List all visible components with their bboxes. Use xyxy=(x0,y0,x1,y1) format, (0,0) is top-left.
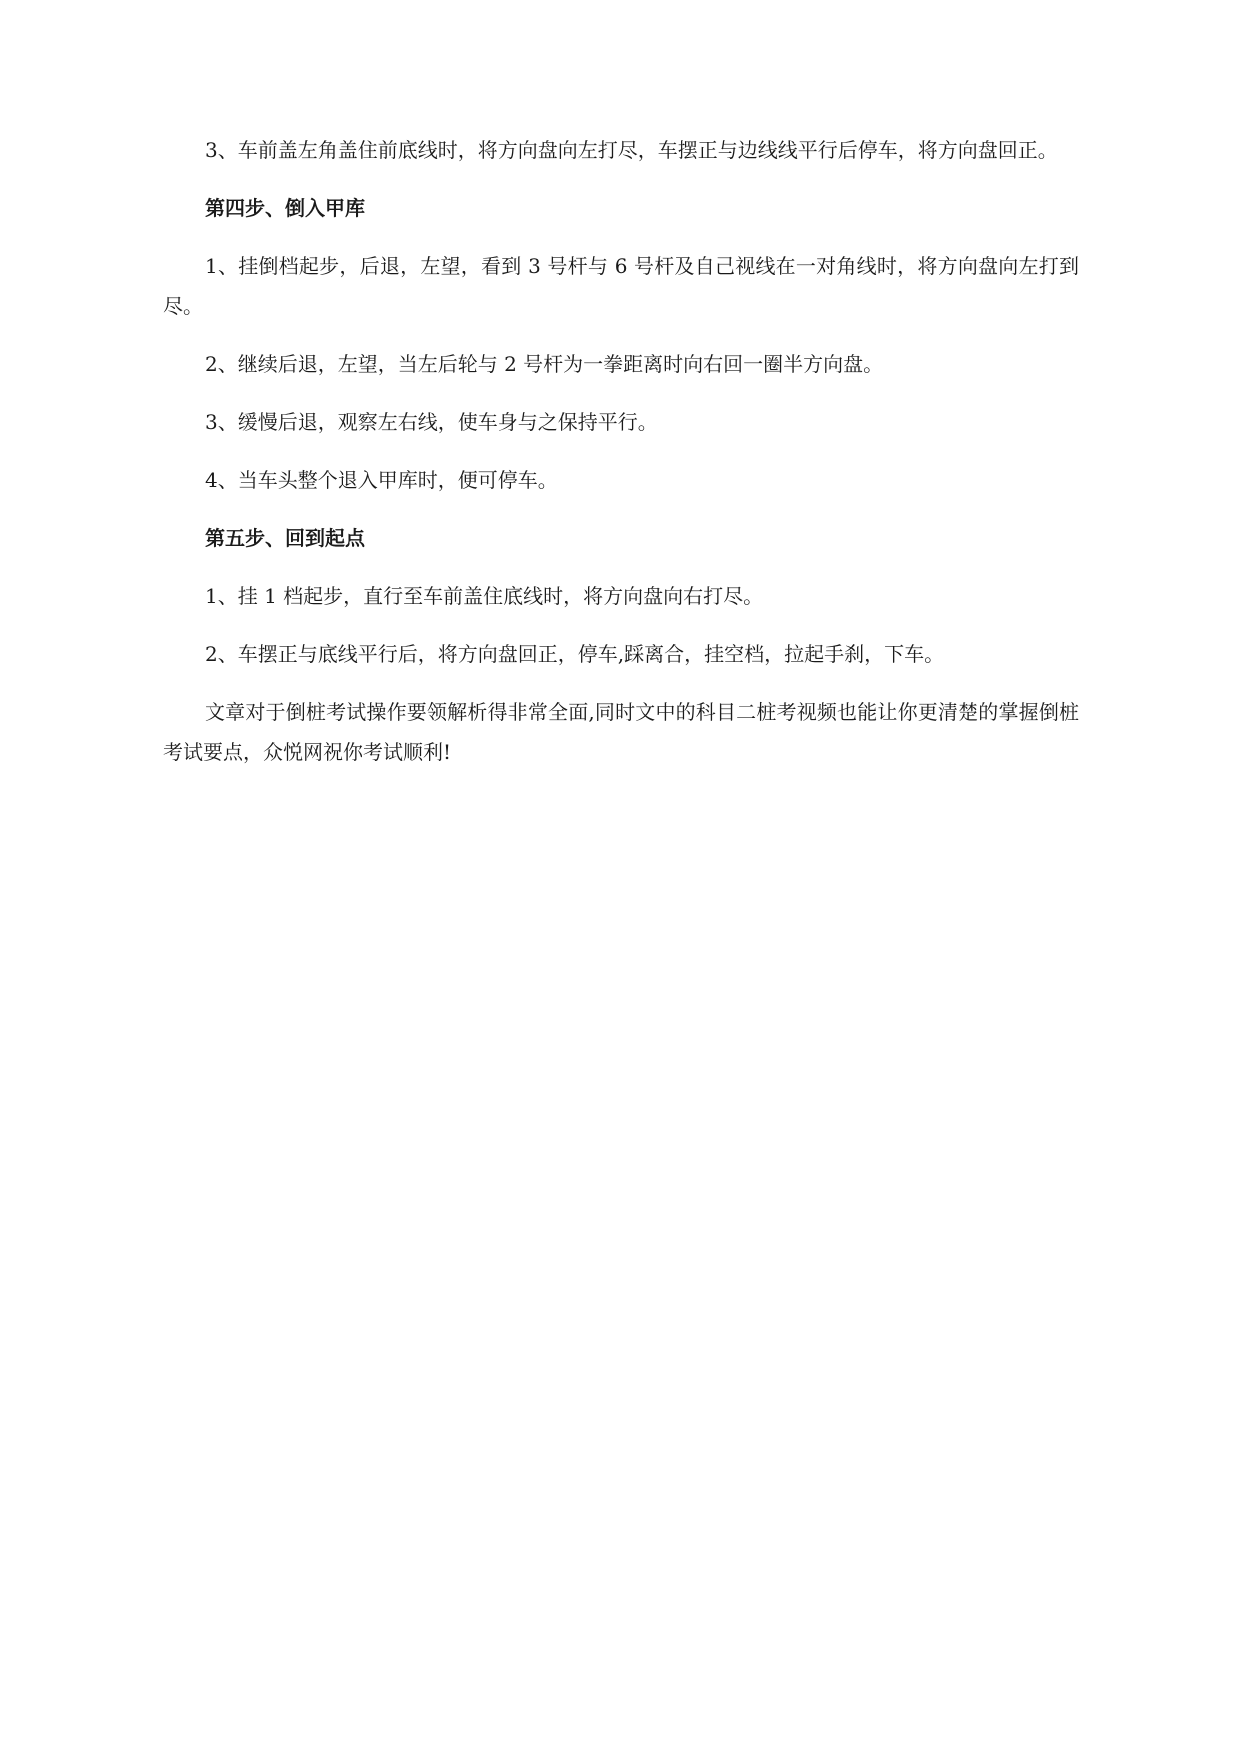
paragraph-step4-item4: 4、当车头整个退入甲库时，便可停车。 xyxy=(205,468,558,492)
section-heading-step5: 第五步、回到起点 xyxy=(205,526,365,550)
document-page xyxy=(163,130,1079,790)
paragraph-step4-item1: 1、挂倒档起步，后退，左望，看到 3 号杆与 6 号杆及自己视线在一对角线时，将方向盘向左打到尽。 xyxy=(163,254,1079,318)
paragraph-step4-item3: 3、缓慢后退，观察左右线，使车身与之保持平行。 xyxy=(205,410,658,434)
paragraph-step5-item2: 2、车摆正与底线平行后，将方向盘回正，停车,踩离合，挂空档，拉起手刹，下车。 xyxy=(205,642,945,666)
paragraph-conclusion: 文章对于倒桩考试操作要领解析得非常全面,同时文中的科目二桩考视频也能让你更清楚的掌握倒桩考试要点，众悦网祝你考试顺利! xyxy=(163,700,1079,764)
paragraph-step5-item1: 1、挂 1 档起步，直行至车前盖住底线时，将方向盘向右打尽。 xyxy=(205,584,764,608)
paragraph-step3-note: 3、车前盖左角盖住前底线时，将方向盘向左打尽，车摆正与边线线平行后停车，将方向盘回正。 xyxy=(205,138,1058,162)
section-heading-step4: 第四步、倒入甲库 xyxy=(205,196,365,220)
paragraph-step4-item2: 2、继续后退，左望，当左后轮与 2 号杆为一拳距离时向右回一圈半方向盘。 xyxy=(205,352,884,376)
